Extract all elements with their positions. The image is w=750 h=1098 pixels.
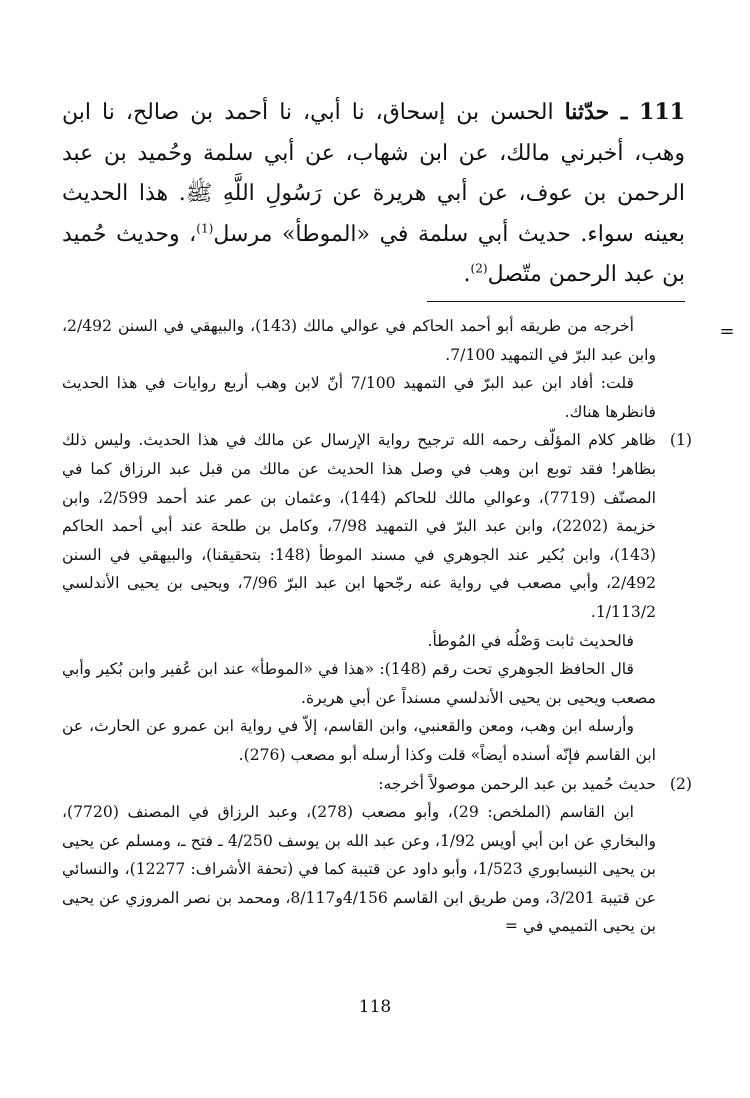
- continuation-marker: =: [719, 321, 735, 342]
- page-number: 118: [358, 997, 392, 1017]
- haddathana-word: حدّثنا: [564, 99, 610, 125]
- hadith-line-4: حديث أبي سلمة في «الموطأ» مرسل: [213, 221, 571, 247]
- footnote-ref-1: (1): [196, 221, 214, 236]
- footnote-2-mark: (2): [669, 774, 692, 793]
- hadith-end-period: .: [463, 262, 471, 287]
- footnote-separator: [427, 301, 685, 302]
- hadith-paragraph: [62, 92, 685, 296]
- hadith-text: [62, 92, 685, 296]
- footnote-2-paragraph: حديث حُميد بن عبد الرحمن موصولاً أخرجه:: [378, 774, 656, 793]
- footnote-1-paragraph: فالحديث ثابت وَصْلُه في المُوطأ.: [427, 631, 634, 650]
- footnote-continuation: [62, 312, 735, 426]
- hadith-number: 111: [639, 99, 685, 125]
- footnote-2-paragraph: ابن القاسم (الملخص: 29)، وأبو مصعب (278)، وعبد الرزاق في المصنف (7720)، والبخاري عن ابن أبي أويس 1/92، وعن عبد الله بن يوسف 4/250 ـ فتح ـ، ومسلم عن يحيى بن يحيى النيسابوري 1/523، وأبو داود عن قتيبة كما في (تحفة الأشراف: 12277)، والنسائي عن قتيبة 3/201، ومن طريق ابن القاسم 4/156و8/117، ومحمد بن نصر المروزي عن يحيى بن يحيى التميمي في =: [62, 803, 656, 936]
- hadith-line-2: وهب، أخبرني مالك، عن ابن شهاب، عن أبي سلمة وحُميد بن عبد الرحمن: [62, 140, 685, 206]
- hadith-line-5: متّصل: [487, 262, 542, 287]
- footnote-1-mark: (1): [669, 431, 692, 450]
- footnote-1: [62, 426, 692, 769]
- hadith-line-4-cont: ، وحديث حُميد بن عبد الرحمن: [62, 221, 685, 287]
- continuation-paragraph: أخرجه من طريقه أبو أحمد الحاكم في عوالي مالك (143)، والبيهقي في السنن 2/492، وابن عبد البرّ في التمهيد 7/100.: [62, 317, 656, 364]
- hadith-line-1: الحسن بن إسحاق، نا أبي، نا أحمد بن صالح، نا ابن: [62, 100, 565, 125]
- hadith-dash: ـ: [609, 99, 640, 125]
- continuation-paragraph: قلت: أفاد ابن عبد البرّ في التمهيد 7/100 أنّ لابن وهب أربع روايات في هذا الحديث فانظرها هناك.: [62, 374, 656, 421]
- footnote-1-paragraph: وأرسله ابن وهب، ومعن والقعنبي، وابن القاسم، إلاّ في رواية ابن عمرو عن الحارث، عن ابن القاسم فإنّه أسنده أيضاً» قلت وكذا أرسله أبو مصعب (276).: [62, 717, 656, 764]
- footnotes: [62, 312, 735, 941]
- hadith-line-3: بن عوف، عن أبي هريرة عن رَسُولِ اللَّهِ ﷺ. هذا الحديث بعينه سواء.: [62, 181, 686, 247]
- footnote-1-paragraph: ظاهر كلام المؤلّف رحمه الله ترجيح رواية الإرسال عن مالك في هذا الحديث. وليس ذلك بظاهر! فقد توبع ابن وهب في وصل هذا الحديث عن مالك من قبل عبد الرزاق كما في المصنّف (7719)، وعوالي مالك للحاكم (144)، وعثمان بن عمر عند أحمد 2/599، وابن خزيمة (2202)، وابن عبد البرّ في التمهيد 7/98، وكامل بن طلحة عند أبي أحمد الحاكم (143)، وابن بُكير عند الجوهري في مسند الموطأ (148: بتحقيقنا)، والبيهقي في السنن 2/492، وأبي مصعب في رواية عنه رجّحها ابن عبد البرّ 7/96، ويحيى بن يحيى الأندلسي 1/113/2.: [62, 431, 656, 621]
- footnote-ref-2: (2): [470, 261, 488, 276]
- footnote-1-paragraph: قال الحافظ الجوهري تحت رقم (148): «هذا في «الموطأ» عند ابن عُفير وابن بُكير وأبي مصعب ويحيى بن يحيى الأندلسي مسنداً عن أبي هريرة.: [62, 660, 656, 707]
- footnote-2: [62, 770, 692, 942]
